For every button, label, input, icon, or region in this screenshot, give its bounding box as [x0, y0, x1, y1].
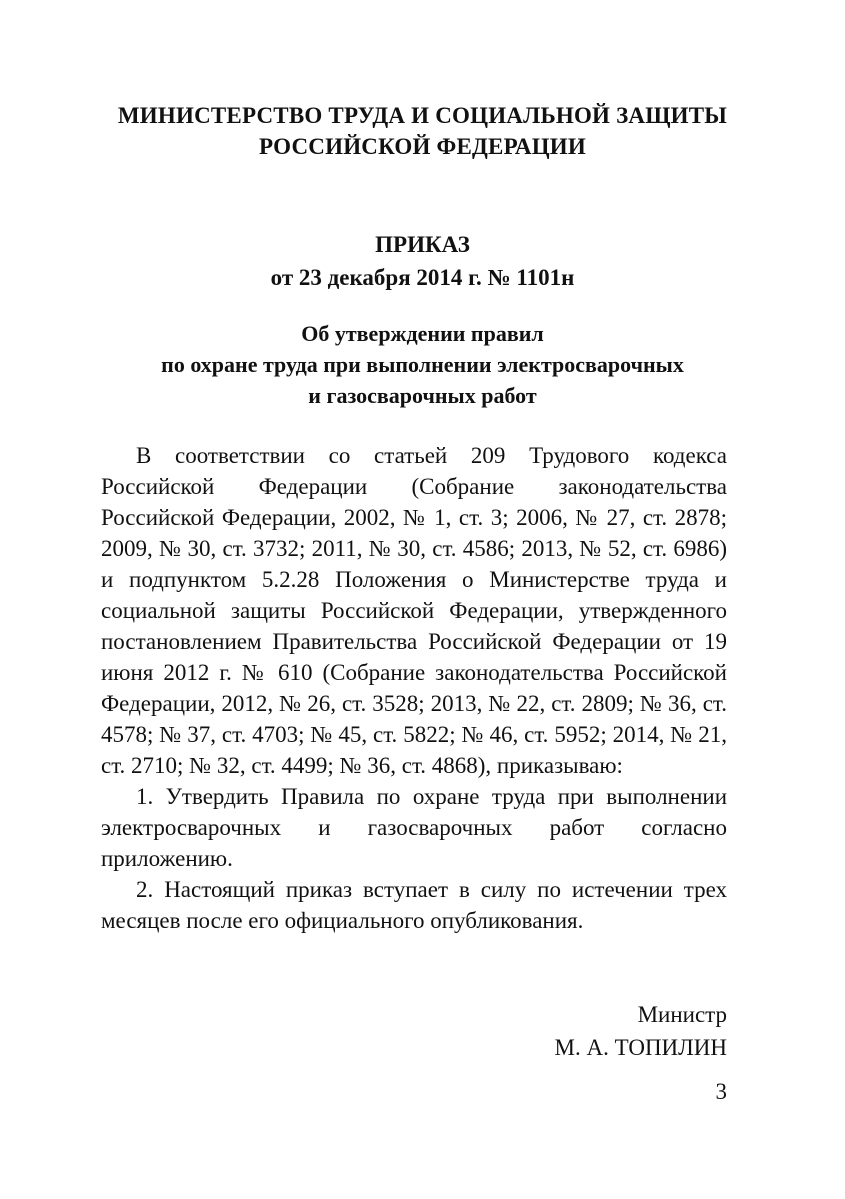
- order-title-line-2: по охране труда при выполнении электросварочных: [161, 352, 684, 377]
- order-title-line-1: Об утверждении правил: [301, 321, 544, 346]
- signatory-name: М. А. ТОПИЛИН: [554, 1035, 727, 1060]
- order-item-1: 1. Утвердить Правила по охране труда при выполнении электросварочных и газосварочных работ согласно приложению.: [101, 784, 727, 871]
- preamble-paragraph: В соответствии со статьей 209 Трудового кодекса Российской Федерации (Собрание законодательства Российской Федерации, 2002, № 1, ст. 3; 2006, № 27, ст. 2878; 2009, № 30, ст. 3732; 2011, № 30, ст. 4586; 2013, № 52, ст. 6986) и подпунктом 5.2.28 Положения о Министерстве труда и социальной защиты Российской Федерации, утвержденного постановлением Правительства Российской Федерации от 19 июня 2012 г. № 610 (Собрание законодательства Российской Федерации, 2012, № 26, ст. 3528; 2013, № 22, ст. 2809; № 36, ст. 4578; № 37, ст. 4703; № 45, ст. 5822; № 46, ст. 5952; 2014, № 21, ст. 2710; № 32, ст. 4499; № 36, ст. 4868), приказываю:: [101, 443, 727, 778]
- order-title: [0, 318, 845, 411]
- ministry-header: [0, 100, 845, 162]
- order-date-number: от 23 декабря 2014 г. № 1101н: [270, 265, 575, 290]
- signature-block: [555, 998, 727, 1064]
- order-title-line-3: и газосварочных работ: [308, 383, 537, 408]
- ministry-name-line-1: МИНИСТЕРСТВО ТРУДА И СОЦИАЛЬНОЙ ЗАЩИТЫ: [117, 103, 728, 128]
- order-body: [101, 440, 727, 936]
- order-type: ПРИКАЗ: [375, 232, 470, 257]
- order-heading: [0, 228, 845, 294]
- order-item-2: 2. Настоящий приказ вступает в силу по истечении трех месяцев после его официального опубликования.: [101, 877, 727, 933]
- signatory-position: Министр: [637, 1002, 727, 1027]
- page-number: 3: [715, 1079, 727, 1104]
- ministry-name-line-2: РОССИЙСКОЙ ФЕДЕРАЦИИ: [259, 134, 586, 159]
